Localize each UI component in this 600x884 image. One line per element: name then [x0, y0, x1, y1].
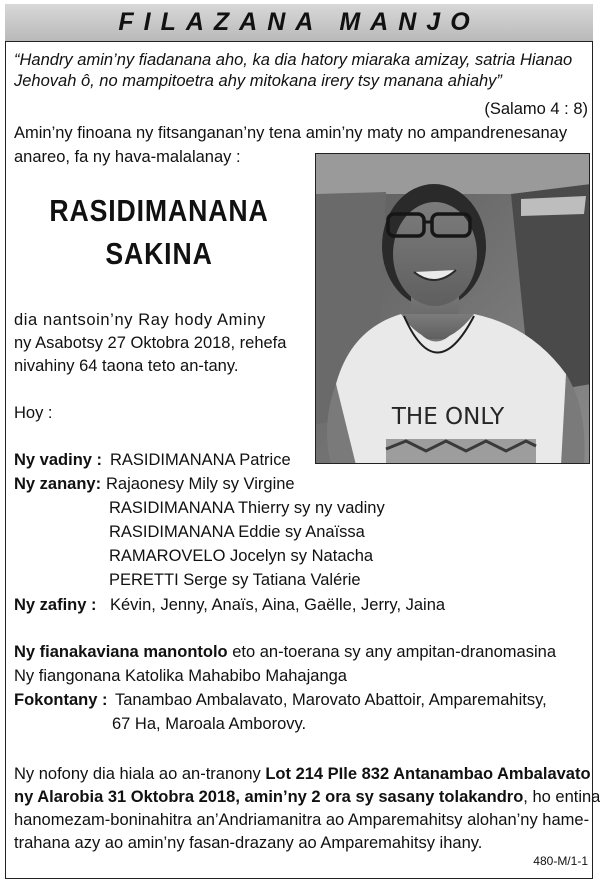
extended-family-text: eto an-toerana sy any ampitan-dranomasina	[227, 643, 556, 661]
fokontany-label: Fokontany :	[14, 691, 108, 709]
child-entry: RAMAROVELO Jocelyn sy Natacha	[109, 547, 374, 565]
grandchildren-label: Ny zafiny :	[14, 596, 97, 614]
intro-line-2: anareo, fa ny hava-malalanay :	[14, 148, 241, 166]
parish-line: Ny fiangonana Katolika Mahabibo Mahajanga	[14, 667, 347, 685]
grandchildren-names: Kévin, Jenny, Anaïs, Aina, Gaëlle, Jerry, Jaina	[110, 596, 446, 614]
burial-line-1-text: Ny nofony dia hiala ao an-tranony	[14, 765, 266, 783]
child-entry: RASIDIMANANA Thierry sy ny vadiny	[109, 499, 385, 517]
burial-date: ny Alarobia 31 Oktobra 2018, amin’ny 2 ora sy sasany tolakandro	[14, 788, 524, 806]
fokontany-line-2: 67 Ha, Maroala Amborovy.	[112, 715, 307, 733]
notice-reference: 480-M/1-1	[533, 854, 588, 868]
spouse-label: Ny vadiny :	[14, 451, 103, 469]
fokontany-line-1: Tanambao Ambalavato, Marovato Abattoir, Amparemahitsy,	[115, 691, 547, 709]
children-label: Ny zanany:	[14, 475, 102, 493]
child-entry: Rajaonesy Mily sy Virgine	[106, 475, 295, 493]
verse-line-1: “Handry amin’ny fiadanana aho, ka dia hatory miaraka amizay, satria Hianao	[14, 51, 573, 69]
deceased-name-line-2: SAKINA	[105, 236, 213, 271]
child-entry: PERETTI Serge sy Tatiana Valérie	[109, 571, 361, 589]
child-entry: RASIDIMANANA Eddie sy Anaïssa	[109, 523, 365, 541]
shirt-print: THE ONLY	[391, 404, 505, 430]
burial-line-1	[14, 763, 591, 785]
death-line-1: dia nantsoin’ny Ray hody Aminy	[14, 311, 266, 329]
portrait-illustration	[316, 154, 590, 464]
deceased-name-line-1: RASIDIMANANA	[49, 193, 269, 228]
verse-reference: (Salamo 4 : 8)	[484, 100, 588, 118]
portrait-photo	[315, 153, 590, 464]
burial-line-2	[14, 786, 600, 808]
burial-line-4: trahana azy ao amin’ny fasan-drazany ao Amparemahitsy ihany.	[14, 834, 483, 852]
death-line-2: ny Asabotsy 27 Oktobra 2018, rehefa	[14, 334, 287, 352]
burial-address: Lot 214 PIle 832 Antanambao Ambalavato	[265, 765, 591, 783]
notice-header	[5, 4, 593, 42]
extended-family-label: Ny fianakaviana manontolo	[14, 643, 228, 661]
burial-line-3: hanomezam-boninahitra an’Andriamanitra ao Amparemahitsy alohan’ny hame-	[14, 811, 590, 829]
spouse-name: RASIDIMANANA Patrice	[110, 451, 291, 469]
hoy-label: Hoy :	[14, 404, 53, 422]
intro-line-1: Amin’ny finoana ny fitsanganan’ny tena amin’ny maty no ampandrenesanay	[14, 124, 568, 142]
extended-family-line	[14, 641, 556, 663]
death-line-3: nivahiny 64 taona teto an-tany.	[14, 357, 239, 375]
verse-line-2: Jehovah ô, no mampitoetra ahy mitokana irery tsy manana ahiahy”	[14, 72, 502, 90]
notice-title: FILAZANA MANJO	[118, 8, 480, 36]
burial-line-2-text: , ho entina	[523, 788, 600, 806]
